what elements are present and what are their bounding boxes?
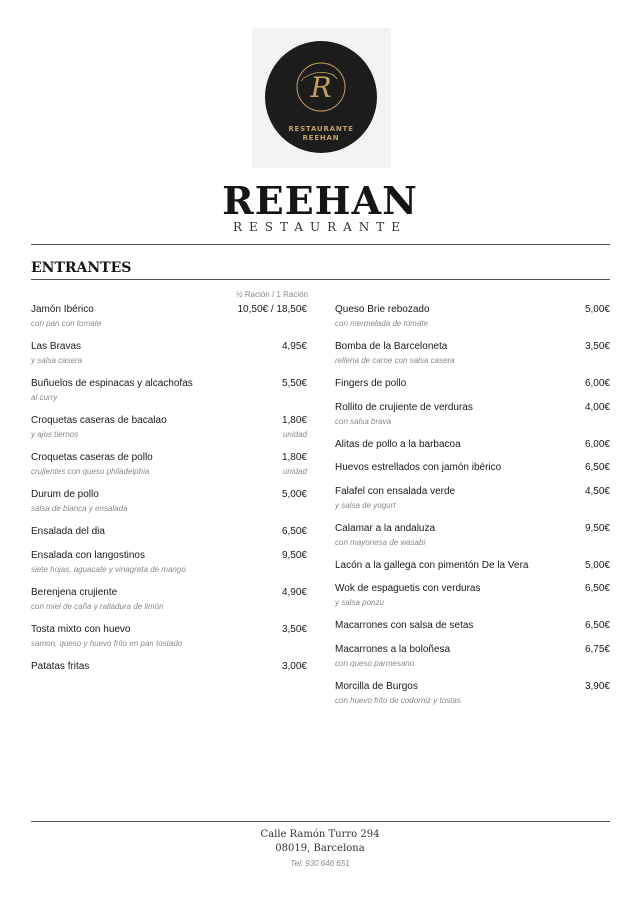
menu-item-description: con mermelada de tomate [335, 319, 428, 328]
menu-item [31, 550, 307, 580]
menu-item [31, 341, 307, 371]
section-title: ENTRANTES [31, 260, 132, 276]
menu-item [335, 304, 610, 334]
menu-item-price: 9,50€ [584, 523, 610, 534]
menu-item-description: samon, queso y huevo frito en pan tostado [31, 639, 183, 648]
menu-item [335, 681, 610, 711]
menu-item-name: Huevos estrellados con jamón ibérico [335, 462, 502, 473]
menu-item-name: Tosta mixto con huevo [31, 624, 131, 635]
menu-item-price: 5,00€ [584, 304, 610, 315]
menu-item-price: 4,95€ [281, 341, 307, 352]
menu-item-name: Morcilla de Burgos [335, 681, 418, 692]
menu-item-description: con miel de caña y ralladura de limón [31, 602, 164, 611]
menu-item-name: Buñuelos de espinacas y alcachofas [31, 378, 193, 389]
menu-item-description: rellena de carne con salsa casera [335, 356, 455, 365]
menu-item-price: 9,50€ [281, 550, 307, 561]
menu-item-name: Rollito de crujiente de verduras [335, 402, 473, 413]
menu-item [31, 304, 307, 334]
divider-top [31, 244, 610, 245]
logo-monogram: R [310, 71, 332, 104]
brand-subtitle: RESTAURANTE [232, 220, 408, 234]
logo-circle [265, 41, 377, 153]
menu-item [335, 402, 610, 432]
menu-item-price: 10,50€ / 18,50€ [237, 304, 307, 315]
menu-item-price: 5,00€ [281, 489, 307, 500]
logo-line1: RESTAURANTE [288, 125, 354, 133]
menu-item-name: Patatas fritas [31, 661, 90, 672]
menu-item-name: Las Bravas [31, 341, 82, 352]
menu-item-unit: unidad [282, 467, 307, 476]
menu-item-price: 3,00€ [281, 661, 307, 672]
menu-item [31, 661, 307, 691]
menu-item-name: Queso Brie rebozado [335, 304, 430, 315]
menu-item [335, 523, 610, 553]
footer-tel: Tel: 930 646 651 [290, 859, 350, 868]
menu-item-price: 3,90€ [584, 681, 610, 692]
menu-item-description: con queso parmesano [335, 659, 415, 668]
menu-item-name: Jamón Ibérico [31, 304, 94, 315]
menu-item-price: 4,50€ [584, 486, 610, 497]
brand-name: REEHAN [222, 178, 418, 223]
menu-item-description: y salsa ponzu [335, 598, 384, 607]
menu-item-name: Fingers de pollo [335, 378, 407, 389]
menu-item-price: 6,50€ [584, 583, 610, 594]
menu-item-description: y salsa casera [31, 356, 83, 365]
menu-item-description: con huevo frito de codorniz y tostas [335, 696, 461, 705]
menu-item-name: Croquetas caseras de pollo [31, 452, 153, 463]
menu-item-price: 4,00€ [584, 402, 610, 413]
menu-item-name: Falafel con ensalada verde [335, 486, 456, 497]
menu-item [31, 624, 307, 654]
menu-item [335, 486, 610, 516]
menu-item-price: 6,00€ [584, 378, 610, 389]
logo-line2: REEHAN [302, 134, 340, 142]
divider-footer [31, 821, 610, 822]
menu-item-price: 6,00€ [584, 439, 610, 450]
menu-item-name: Lacón a la gallega con pimentón De la Vera [335, 560, 529, 571]
menu-item [31, 415, 307, 445]
menu-item-description: con pan con tomate [31, 319, 102, 328]
divider-section [31, 279, 610, 280]
menu-item [31, 452, 307, 482]
menu-item-price: 1,80€ [281, 415, 307, 426]
menu-item-price: 6,50€ [584, 620, 610, 631]
menu-item-name: Alitas de pollo a la barbacoa [335, 439, 461, 450]
menu-item-price: 6,75€ [584, 644, 610, 655]
menu-item-price: 4,90€ [281, 587, 307, 598]
menu-item-description: y salsa de yogurt [335, 501, 396, 510]
menu-item-description: con mayonesa de wasabi [335, 538, 426, 547]
menu-item-unit: unidad [282, 430, 307, 439]
menu-item-price: 1,80€ [281, 452, 307, 463]
menu-item-name: Macarrones a la boloñesa [335, 644, 451, 655]
menu-item-name: Croquetas caseras de bacalao [31, 415, 167, 426]
footer-address: Calle Ramón Turro 294 [260, 829, 380, 840]
menu-item-name: Durum de pollo [31, 489, 99, 500]
menu-item [335, 644, 610, 674]
menu-item [31, 489, 307, 519]
menu-item-description: siete hojas, aguacate y vinagreta de mango [31, 565, 186, 574]
menu-item-name: Calamar a la andaluza [335, 523, 436, 534]
menu-item-price: 6,50€ [584, 462, 610, 473]
menu-item-name: Wok de espaguetis con verduras [335, 583, 481, 594]
menu-item-name: Bomba de la Barceloneta [335, 341, 448, 352]
menu-item-description: y ajos tiernos [31, 430, 79, 439]
menu-item-description: salsa de blanca y ensalada [31, 504, 128, 513]
menu-item-price: 5,50€ [281, 378, 307, 389]
menu-item-name: Ensalada con langostinos [31, 550, 145, 561]
menu-item [31, 378, 307, 408]
menu-item [335, 341, 610, 371]
menu-item-price: 6,50€ [281, 526, 307, 537]
menu-item-name: Ensalada del dia [31, 526, 105, 537]
menu-item-price: 3,50€ [281, 624, 307, 635]
menu-item [31, 587, 307, 617]
logo [252, 28, 391, 168]
footer-city: 08019, Barcelona [275, 843, 365, 854]
price-column-header: ½ Ración / 1 Ración [235, 290, 308, 299]
menu-item-price: 5,00€ [584, 560, 610, 571]
menu-item-price: 3,50€ [584, 341, 610, 352]
menu-item-description: al curry [31, 393, 58, 402]
menu-item-description: con salsa brava [335, 417, 392, 426]
menu-item [335, 583, 610, 613]
menu-item-name: Macarrones con salsa de setas [335, 620, 474, 631]
menu-item-description: crujientes con queso philadelphia [31, 467, 150, 476]
menu-item-name: Berenjena crujiente [31, 587, 118, 598]
